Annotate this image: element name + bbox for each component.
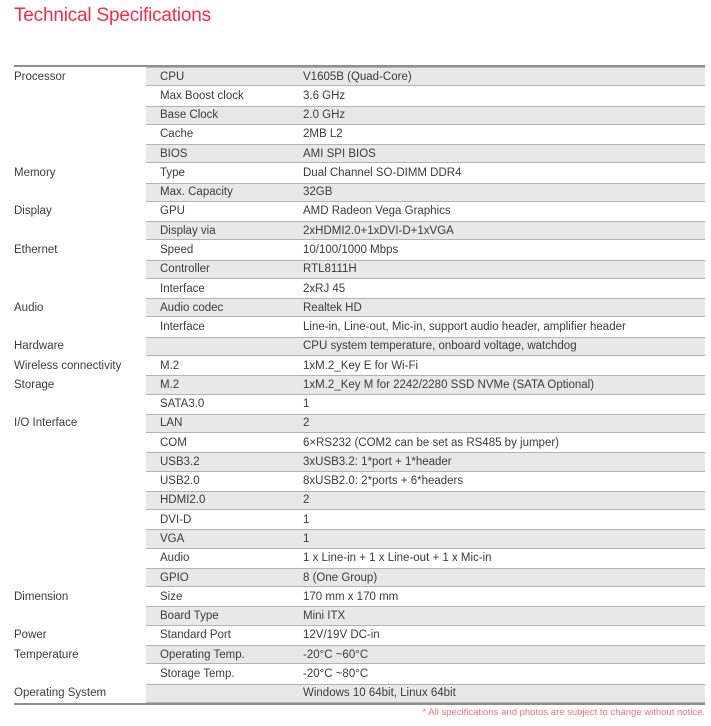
category-cell bbox=[14, 125, 146, 144]
category-cell bbox=[14, 549, 146, 568]
category-cell: Wireless connectivity bbox=[14, 356, 146, 375]
category-cell bbox=[14, 606, 146, 625]
spec-label: HDMI2.0 bbox=[160, 494, 206, 507]
table-row bbox=[14, 684, 705, 703]
spec-cells bbox=[146, 433, 705, 452]
table-row bbox=[14, 529, 705, 548]
spec-label bbox=[146, 684, 303, 703]
spec-value: 1 bbox=[303, 513, 310, 526]
category-cell bbox=[14, 472, 146, 491]
spec-label: CPU bbox=[160, 70, 185, 83]
spec-label: GPU bbox=[160, 205, 185, 218]
spec-value: V1605B (Quad-Core) bbox=[303, 70, 412, 83]
category-cell bbox=[14, 395, 146, 414]
spec-value: 1xM.2_Key M for 2242/2280 SSD NVMe (SATA Optional) bbox=[303, 378, 595, 391]
spec-value: Realtek HD bbox=[303, 301, 362, 314]
spec-value: 8xUSB2.0: 2*ports + 6*headers bbox=[303, 475, 464, 488]
spec-cells bbox=[146, 183, 705, 202]
spec-label: M.2 bbox=[160, 378, 180, 391]
spec-value: 8 (One Group) bbox=[303, 571, 378, 584]
spec-value: Windows 10 64bit, Linux 64bit bbox=[303, 687, 456, 700]
spec-value: 3.6 GHz bbox=[303, 89, 346, 102]
spec-value: -20°C ~80°C bbox=[303, 667, 369, 680]
spec-value: 2MB L2 bbox=[303, 128, 343, 141]
category-cell bbox=[14, 221, 146, 240]
spec-cells bbox=[146, 606, 705, 625]
spec-cells bbox=[146, 568, 705, 587]
spec-label: Max. Capacity bbox=[160, 186, 233, 199]
spec-label: Controller bbox=[160, 263, 210, 276]
spec-value: CPU system temperature, onboard voltage, watchdog bbox=[303, 340, 577, 353]
category-cell bbox=[14, 279, 146, 298]
category-cell bbox=[14, 106, 146, 125]
spec-label: USB2.0 bbox=[160, 475, 200, 488]
table-row bbox=[14, 510, 705, 529]
spec-value: 12V/19V DC-in bbox=[303, 629, 380, 642]
spec-label: Max Boost clock bbox=[160, 89, 244, 102]
spec-cells bbox=[146, 626, 705, 645]
spec-cells bbox=[146, 491, 705, 510]
spec-value: 1xM.2_Key E for Wi-Fi bbox=[303, 359, 419, 372]
spec-cells bbox=[146, 67, 705, 86]
spec-cells bbox=[146, 298, 705, 317]
spec-cells bbox=[146, 279, 705, 298]
table-row bbox=[14, 491, 705, 510]
category-cell bbox=[14, 452, 146, 471]
category-cell bbox=[14, 144, 146, 163]
category-cell bbox=[14, 433, 146, 452]
footnote: * All specifications and photos are subject to change without notice. bbox=[422, 707, 705, 718]
spec-cells bbox=[146, 163, 705, 182]
spec-label: Display via bbox=[160, 224, 216, 237]
spec-label: Board Type bbox=[160, 610, 219, 623]
table-row bbox=[14, 163, 705, 182]
spec-cells bbox=[146, 549, 705, 568]
category-cell: Operating System bbox=[14, 684, 146, 703]
spec-label: Base Clock bbox=[160, 109, 219, 122]
table-row bbox=[14, 356, 705, 375]
category-cell: Storage bbox=[14, 375, 146, 394]
spec-label: Type bbox=[160, 166, 185, 179]
category-cell: Temperature bbox=[14, 645, 146, 664]
spec-cells bbox=[146, 86, 705, 105]
table-row bbox=[14, 587, 705, 606]
spec-cells bbox=[146, 452, 705, 471]
spec-value: 32GB bbox=[303, 186, 333, 199]
category-cell: Dimension bbox=[14, 587, 146, 606]
spec-value: Mini ITX bbox=[303, 610, 346, 623]
spec-cells bbox=[146, 529, 705, 548]
category-cell: Display bbox=[14, 202, 146, 221]
spec-label: GPIO bbox=[160, 571, 189, 584]
spec-value: 6×RS232 (COM2 can be set as RS485 by jumper) bbox=[303, 436, 559, 449]
spec-value: Line-in, Line-out, Mic-in, support audio header, amplifier header bbox=[303, 321, 626, 334]
table-row bbox=[14, 202, 705, 221]
table-row bbox=[14, 183, 705, 202]
table-row bbox=[14, 549, 705, 568]
spec-cells bbox=[146, 144, 705, 163]
spec-value: 1 bbox=[303, 398, 310, 411]
spec-label: DVI-D bbox=[160, 513, 192, 526]
spec-cells bbox=[146, 645, 705, 664]
spec-label bbox=[146, 337, 303, 356]
spec-value: -20°C ~60°C bbox=[303, 648, 369, 661]
spec-cells bbox=[146, 356, 705, 375]
table-row bbox=[14, 144, 705, 163]
spec-label: Cache bbox=[160, 128, 194, 141]
table-row bbox=[14, 260, 705, 279]
spec-label: Speed bbox=[160, 244, 194, 257]
table-row bbox=[14, 125, 705, 144]
spec-value: 10/100/1000 Mbps bbox=[303, 244, 399, 257]
spec-value: AMI SPI BIOS bbox=[303, 147, 376, 160]
spec-table bbox=[14, 65, 705, 705]
category-cell bbox=[14, 86, 146, 105]
spec-label: Interface bbox=[160, 321, 205, 334]
spec-value: Dual Channel SO-DIMM DDR4 bbox=[303, 166, 462, 179]
table-row bbox=[14, 433, 705, 452]
table-row bbox=[14, 375, 705, 394]
spec-cells bbox=[146, 472, 705, 491]
table-row bbox=[14, 279, 705, 298]
table-row bbox=[14, 337, 705, 356]
category-cell bbox=[14, 664, 146, 683]
spec-value: 1 bbox=[303, 533, 310, 545]
spec-label: BIOS bbox=[160, 147, 188, 160]
category-cell bbox=[14, 260, 146, 279]
spec-label: Standard Port bbox=[160, 629, 231, 642]
spec-cells bbox=[146, 414, 705, 433]
spec-value: 2xHDMI2.0+1xDVI-D+1xVGA bbox=[303, 224, 454, 237]
spec-value: AMD Radeon Vega Graphics bbox=[303, 205, 451, 218]
table-row bbox=[14, 317, 705, 336]
spec-label: Size bbox=[160, 590, 183, 603]
table-row bbox=[14, 626, 705, 645]
spec-cells bbox=[146, 317, 705, 336]
category-cell: Audio bbox=[14, 298, 146, 317]
spec-label: COM bbox=[160, 436, 187, 449]
spec-cells bbox=[146, 395, 705, 414]
spec-cells bbox=[146, 106, 705, 125]
category-cell bbox=[14, 183, 146, 202]
spec-cells bbox=[146, 684, 705, 703]
table-row bbox=[14, 221, 705, 240]
category-cell bbox=[14, 529, 146, 548]
spec-cells bbox=[146, 202, 705, 221]
spec-cells bbox=[146, 125, 705, 144]
spec-label: LAN bbox=[160, 417, 183, 430]
table-row bbox=[14, 472, 705, 491]
page-title: Technical Specifications bbox=[14, 5, 211, 26]
table-row bbox=[14, 606, 705, 625]
table-row bbox=[14, 664, 705, 683]
spec-cells bbox=[146, 375, 705, 394]
spec-cells bbox=[146, 510, 705, 529]
spec-label: Audio codec bbox=[160, 301, 224, 314]
spec-value: 170 mm x 170 mm bbox=[303, 590, 399, 603]
table-row bbox=[14, 414, 705, 433]
spec-label: M.2 bbox=[160, 359, 180, 372]
spec-cells bbox=[146, 260, 705, 279]
spec-cells bbox=[146, 240, 705, 259]
spec-value: RTL8111H bbox=[303, 263, 357, 276]
category-cell bbox=[14, 317, 146, 336]
table-row bbox=[14, 395, 705, 414]
spec-label: VGA bbox=[160, 533, 185, 545]
spec-value: 3xUSB3.2: 1*port + 1*header bbox=[303, 455, 452, 468]
table-row bbox=[14, 452, 705, 471]
category-cell: I/O Interface bbox=[14, 414, 146, 433]
spec-cells bbox=[146, 664, 705, 683]
category-cell bbox=[14, 568, 146, 587]
category-cell: Processor bbox=[14, 67, 146, 86]
spec-value: 1 x Line-in + 1 x Line-out + 1 x Mic-in bbox=[303, 552, 492, 565]
table-row bbox=[14, 645, 705, 664]
spec-value: 2 bbox=[303, 417, 310, 430]
category-cell: Power bbox=[14, 626, 146, 645]
spec-label: Audio bbox=[160, 552, 190, 565]
table-row bbox=[14, 67, 705, 86]
table-row bbox=[14, 240, 705, 259]
spec-value: 2.0 GHz bbox=[303, 109, 346, 122]
spec-label: Interface bbox=[160, 282, 205, 295]
spec-value: 2 bbox=[303, 494, 310, 507]
category-cell: Hardware bbox=[14, 337, 146, 356]
spec-label: Operating Temp. bbox=[160, 648, 245, 661]
spec-cells bbox=[146, 337, 705, 356]
spec-label: Storage Temp. bbox=[160, 667, 235, 680]
spec-label: SATA3.0 bbox=[160, 398, 205, 411]
spec-cells bbox=[146, 587, 705, 606]
spec-cells bbox=[146, 221, 705, 240]
category-cell: Ethernet bbox=[14, 240, 146, 259]
category-cell bbox=[14, 510, 146, 529]
category-cell bbox=[14, 491, 146, 510]
table-row bbox=[14, 106, 705, 125]
table-row bbox=[14, 298, 705, 317]
spec-value: 2xRJ 45 bbox=[303, 282, 346, 295]
category-cell: Memory bbox=[14, 163, 146, 182]
table-row bbox=[14, 86, 705, 105]
spec-label: USB3.2 bbox=[160, 455, 200, 468]
table-row bbox=[14, 568, 705, 587]
